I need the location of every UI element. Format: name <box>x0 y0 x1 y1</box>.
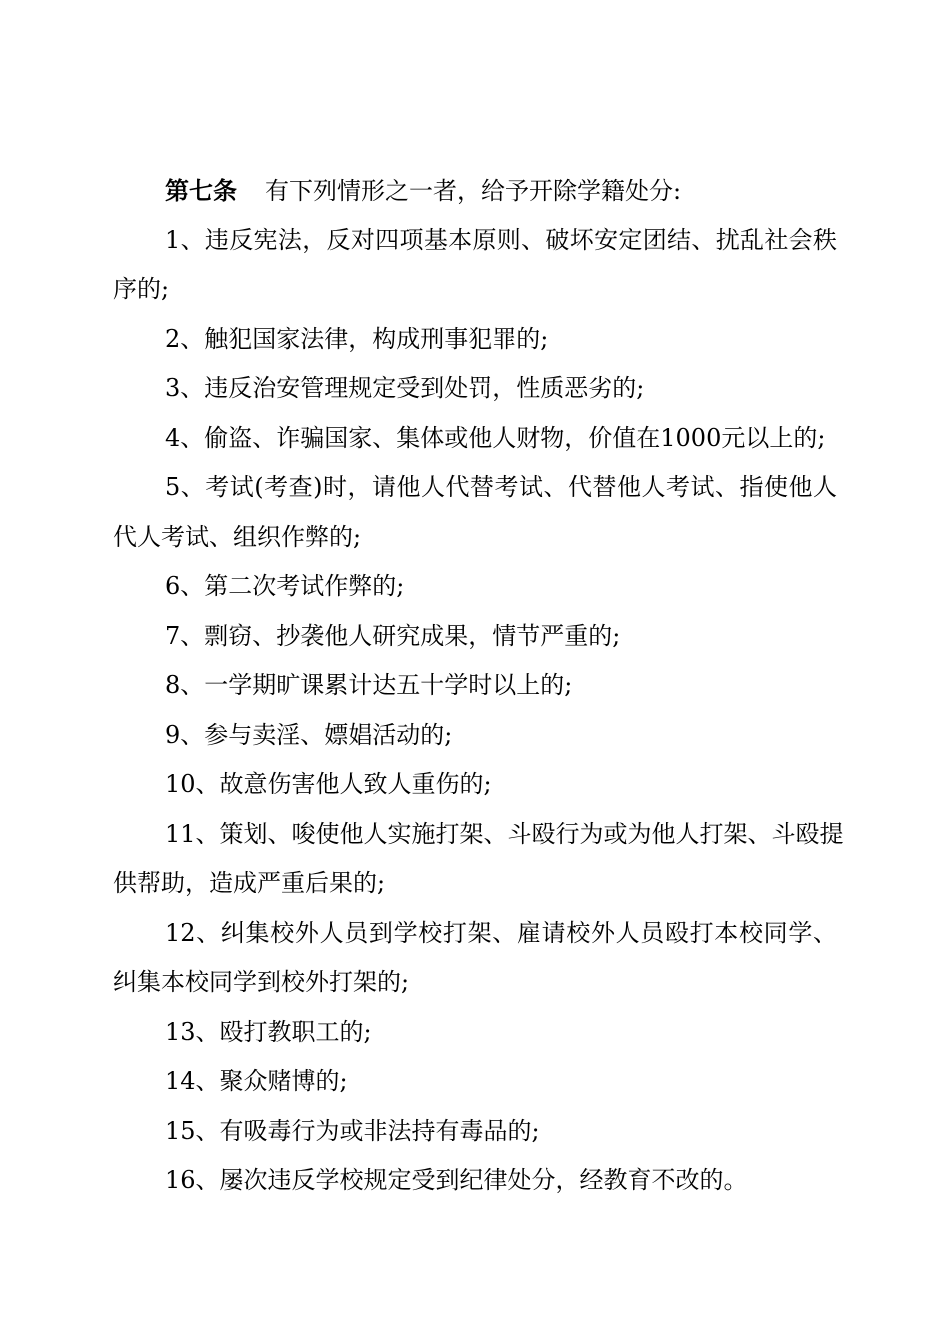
clause-line: 8、一学期旷课累计达五十学时以上的; <box>165 671 573 699</box>
clause-line: 12、纠集校外人员到学校打架、雇请校外人员殴打本校同学、 <box>165 918 837 947</box>
article-heading <box>113 166 837 216</box>
document-body <box>113 166 844 1206</box>
clause-line: 10、故意伤害他人致人重伤的; <box>165 770 492 798</box>
clause-line: 纠集本校同学到校外打架的; <box>113 968 410 996</box>
clause-item-15 <box>113 1107 837 1157</box>
article-label: 第七条 <box>165 176 237 205</box>
clause-line: 2、触犯国家法律，构成刑事犯罪的; <box>165 324 549 353</box>
clause-item-14 <box>113 1057 837 1107</box>
clause-line: 3、违反治安管理规定受到处罚，性质恶劣的; <box>165 374 645 402</box>
clause-line: 供帮助，造成严重后果的; <box>113 869 386 897</box>
clause-line: 7、剽窃、抄袭他人研究成果，情节严重的; <box>165 621 621 650</box>
clause-line: 1、违反宪法，反对四项基本原则、破坏安定团结、扰乱社会秩 <box>165 225 837 254</box>
clause-item-8 <box>113 661 837 711</box>
clause-line: 9、参与卖淫、嫖娼活动的; <box>165 720 453 749</box>
clause-line: 4、偷盗、诈骗国家、集体或他人财物，价值在1000元以上的; <box>165 423 826 452</box>
clause-line: 6、第二次考试作弊的; <box>165 572 405 600</box>
clause-item-1 <box>113 216 837 315</box>
clause-line: 5、考试(考查)时，请他人代替考试、代替他人考试、指使他人 <box>165 473 837 501</box>
clause-item-16 <box>113 1156 837 1206</box>
clause-item-4 <box>113 414 837 464</box>
article-heading-text: 有下列情形之一者，给予开除学籍处分: <box>265 177 682 205</box>
clause-line: 序的; <box>113 275 170 303</box>
clause-item-13 <box>113 1008 837 1058</box>
clause-item-5 <box>113 463 837 562</box>
clause-line: 11、策划、唆使他人实施打架、斗殴行为或为他人打架、斗殴提 <box>165 819 844 848</box>
clause-line: 代人考试、组织作弊的; <box>113 522 362 551</box>
clause-line: 16、屡次违反学校规定受到纪律处分，经教育不改的。 <box>165 1166 748 1194</box>
clause-line: 13、殴打教职工的; <box>165 1017 372 1046</box>
clause-item-7 <box>113 612 837 662</box>
clause-line: 15、有吸毒行为或非法持有毒品的; <box>165 1116 540 1145</box>
clause-item-11 <box>113 810 844 909</box>
clause-item-12 <box>113 909 837 1008</box>
clause-item-10 <box>113 760 837 810</box>
clause-line: 14、聚众赌博的; <box>165 1067 348 1095</box>
clause-item-6 <box>113 562 837 612</box>
clause-item-2 <box>113 315 837 365</box>
clause-item-9 <box>113 711 837 761</box>
clause-item-3 <box>113 364 837 414</box>
